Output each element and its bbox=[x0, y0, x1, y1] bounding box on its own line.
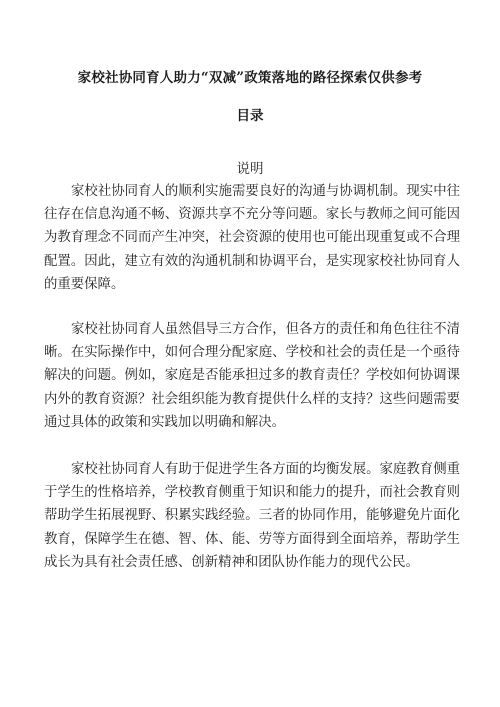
body-paragraph: 家校社协同育人有助于促进学生各方面的均衡发展。家庭教育侧重于学生的性格培养，学校教育侧重于知识和能力的提升，而社会教育则帮助学生拓展视野、积累实践经验。三者的协同作用，能够避免片面化教育，保障学生在德、智、体、能、劳等方面得到全面培养，帮助学生成长为具有社会责任感、创新精神和团队协作能力的现代公民。 bbox=[44, 462, 460, 570]
body-paragraph: 家校社协同育人虽然倡导三方合作，但各方的责任和角色往往不清晰。在实际操作中，如何合理分配家庭、学校和社会的责任是一个亟待解决的问题。例如，家庭是否能承担过多的教育责任？学校如何协调课内外的教育资源？社会组织能为教育提供什么样的支持？这些问题需要通过具体的政策和实践加以明确和解决。 bbox=[44, 322, 460, 430]
section-heading: 说明 bbox=[236, 161, 264, 177]
body-paragraph: 家校社协同育人的顺利实施需要良好的沟通与协调机制。现实中往往存在信息沟通不畅、资源共享不充分等问题。家长与教师之间可能因为教育理念不同而产生冲突，社会资源的使用也可能出现重复或不合理配置。因此，建立有效的沟通机制和协调平台，是实现家校社协同育人的重要保障。 bbox=[44, 184, 460, 292]
table-of-contents-heading: 目录 bbox=[236, 108, 264, 124]
document-title: 家校社协同育人助力“双减”政策落地的路径探索仅供参考 bbox=[77, 70, 423, 86]
